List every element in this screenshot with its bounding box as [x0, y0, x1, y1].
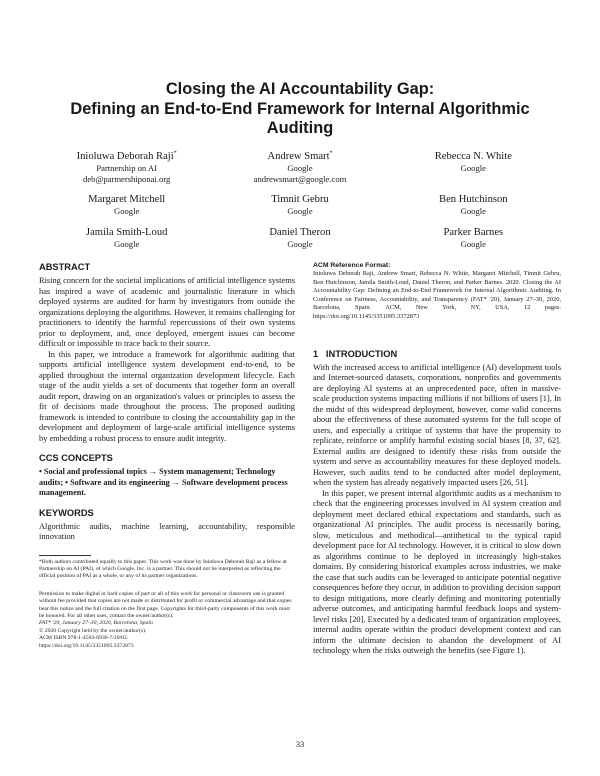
abstract-paragraph: In this paper, we introduce a framework for algorithmic auditing that supports artificial intelligence system development end-to-end, to be applied throughout the internal organization development lifecycle. Each stage of the audit yields a set of documents that together form an overall audit report, drawing on an organization's values or principles to assess the fit of decisions made throughout the process. The proposed auditing framework is intended to contribute to closing the accountability gap in the development and deployment of large-scale artificial intelligence systems by embedding a robust process to ensure audit integrity. [39, 349, 295, 443]
doi-line: https://doi.org/10.1145/3351095.3372873 [39, 642, 134, 649]
author-name: Margaret Mitchell [88, 194, 166, 205]
left-column [39, 261, 295, 650]
author [387, 150, 560, 184]
author-footnote: *Both authors contributed equally to this paper. This work was done by Inioluwa Deborah Raji as a fellow at Partnership on AI (PAI), of which Google, Inc. is a partner. This should not be interpreted as reflecting the official position of PAI as a whole, or any of its partner organizations. [39, 558, 287, 580]
author-affiliation: Google [114, 206, 140, 216]
author [213, 193, 386, 217]
title-line: Closing the AI Accountability Gap: [165, 80, 435, 98]
isbn-line: ACM ISBN 978-1-4503-6936-7/20/02. [39, 635, 129, 642]
author-affiliation: Google [114, 238, 140, 249]
author [387, 226, 560, 250]
abstract-heading: ABSTRACT [39, 262, 91, 272]
author [40, 193, 213, 217]
author-affiliation: Google [460, 163, 486, 173]
author-affiliation: Google [460, 206, 486, 216]
ccs-heading: CCS CONCEPTS [39, 453, 113, 463]
abstract-paragraph: Rising concern for the societal implications of artificial intelligence systems has inspired a wave of academic and journalistic literature in which deployed systems are audited for harm by investigators from outside the organizations deploying the algorithms. However, it remains challenging for practitioners to identify the harmful repercussions of their own systems prior to deployment, and, once deployed, emergent issues can become difficult or impossible to trace back to their source. [39, 276, 295, 348]
author-name: Inioluwa Deborah Raji [76, 151, 174, 162]
author-footnote-mark: * [173, 150, 177, 157]
footnote-rule [39, 555, 91, 556]
author-name: Daniel Theron [269, 226, 331, 238]
title-line: Defining an End-to-End Framework for Internal Algorithmic [70, 99, 530, 118]
author-name: Jamila Smith-Loud [85, 226, 168, 238]
author-name: Andrew Smart [267, 151, 330, 162]
introduction-paragraph: In this paper, we present internal algorithmic audits as a mechanism to check that the engineering processes involved in AI system creation and deployment meet declared ethical expectations and standards, such as organizational AI principles. The audit process is necessarily boring, slow, meticulous and methodical—antithetical to the typical rapid development pace for AI technology. However, it is critical to slow down as algorithms continue to be deployed in increasingly high-stakes domains. By considering historical examples across industries, we make the case that such audits can be leveraged to anticipate potential negative consequences before they occur, in addition to providing decision support to design mitigations, more clearly defining and monitoring potentially adverse outcomes, and anticipating harmful feedback loops and system-level risks [20]. Executed by a dedicated team of organization employees, internal audits operate within the product development context and can inform the ultimate decision to abandon the development of AI technology when the risks outweigh the benefits (see Figure 1). [313, 488, 561, 656]
author-affiliation: Google [287, 206, 313, 216]
acm-reference-text: Inioluwa Deborah Raji, Andrew Smart, Rebecca N. White, Margaret Mitchell, Timnit Gebru, Ben Hutchinson, Jamila Smith-Loud, Daniel Theron, and Parker Barnes. 2020. Closing the AI Accountability Gap: Defining an End-to-End Framework for Internal Algorithmic Auditing. In Conference on Fairness, Accountability, and Transparency (FAT* '20), January 27–30, 2020, Barcelona, Spain. ACM, New York, NY, USA, 12 pages. https://doi.org/10.1145/3351095.3372873 [313, 270, 561, 320]
introduction-heading: 1 INTRODUCTION [313, 348, 398, 359]
author-affiliation: Google [460, 238, 486, 249]
author [213, 226, 386, 250]
author-affiliation: Google [287, 163, 313, 173]
author [213, 150, 386, 184]
author-name: Ben Hutchinson [439, 194, 508, 205]
author-name: Rebecca N. White [434, 151, 512, 162]
author-footnote-mark: * [329, 150, 333, 157]
ccs-concepts: • Social and professional topics → System management; Technology audits; • Software and its engineering → Software development process management. [39, 467, 288, 497]
permission-notice: Permission to make digital or hard copies of part or all of this work for personal or classroom use is granted without fee provided that copies are not made or distributed for profit or commercial advantage and that copies bear this notice and the full citation on the first page. Copyrights for third-party components of this work must be honored. For all other uses, contact the owner/author(s). [39, 590, 292, 619]
keywords-text: Algorithmic audits, machine learning, accountability, responsible innovation [39, 521, 295, 541]
author-affiliation: Partnership on AI [96, 163, 157, 173]
author-email: deb@partnershiponai.org [83, 173, 171, 184]
right-column [313, 261, 561, 657]
author-block [40, 150, 560, 249]
author-affiliation: Google [287, 238, 313, 249]
author [387, 193, 560, 217]
title-line: Auditing [266, 119, 334, 137]
copyright-line: © 2020 Copyright held by the owner/author(s). [39, 627, 147, 634]
author-name: Parker Barnes [443, 226, 504, 238]
introduction-paragraph: With the increased access to artificial intelligence (AI) development tools and Internet-sourced datasets, corporations, nonprofits and governments are deploying AI systems at an unprecedented pace, often in massive-scale production systems impacting millions if not billions of users [1]. In the midst of this widespread deployment, however, come valid concerns about the effectiveness of these automated systems for the full scope of users, and especially a critique of systems that have the propensity to replicate, reinforce or amplify harmful existing social biases [8, 37, 62]. External audits are designed to identify these risks from outside the system and serve as accountability measures for these deployed models. However, such audits tend to be conducted after model deployment, when the system has already negatively impacted users [26, 51]. [313, 362, 561, 488]
author [40, 150, 213, 184]
author-email: andrewsmart@google.com [253, 173, 347, 184]
keywords-heading: KEYWORDS [39, 507, 94, 518]
author-name: Timnit Gebru [271, 194, 329, 205]
paper-title [40, 80, 560, 139]
conference-line: FAT* '20, January 27–30, 2020, Barcelona, Spain [39, 620, 153, 627]
acm-reference-heading: ACM Reference Format: [313, 262, 391, 269]
author [40, 226, 213, 250]
page-number: 33 [295, 740, 305, 749]
